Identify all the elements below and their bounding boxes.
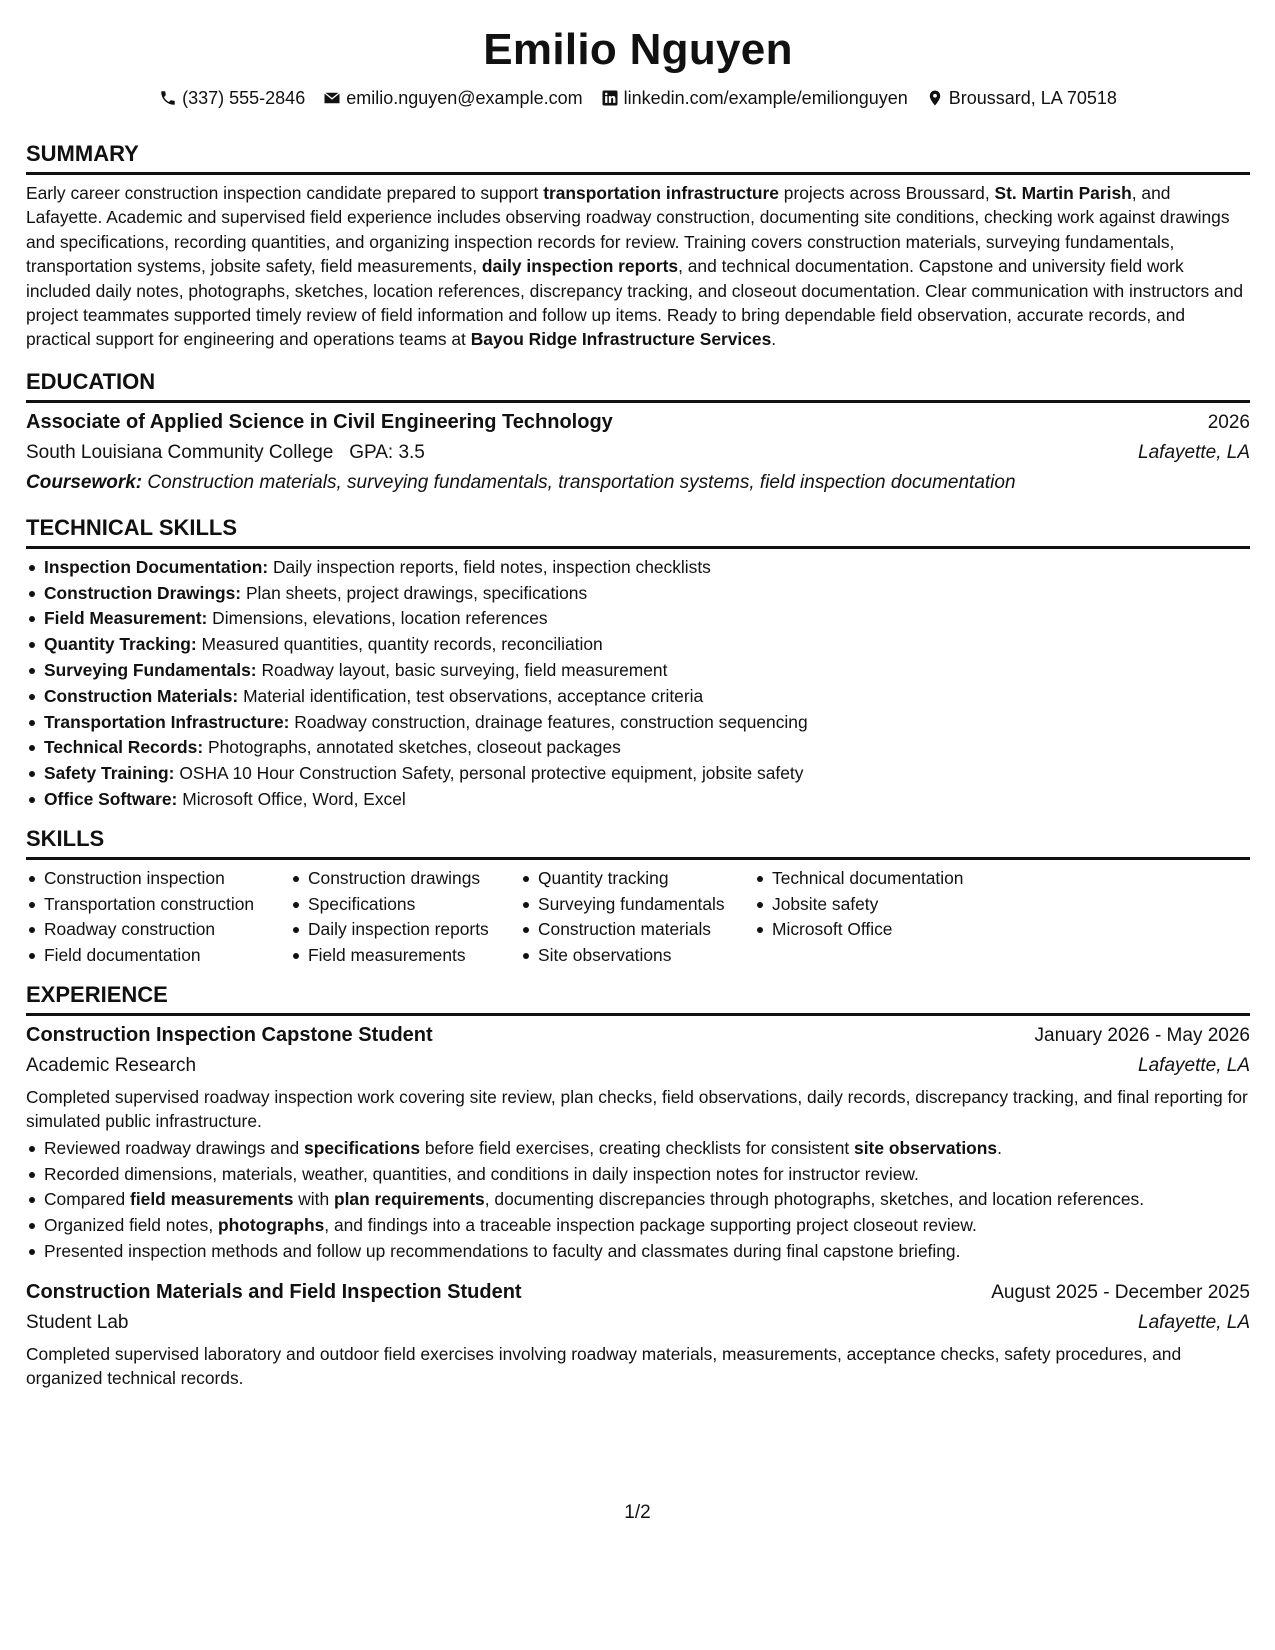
job-dates: January 2026 - May 2026 — [1034, 1025, 1250, 1046]
job-bullets — [26, 1136, 1250, 1265]
text-run: , and findings into a traceable inspection package supporting project closeout review. — [324, 1215, 977, 1236]
skills-column — [754, 866, 1014, 969]
technical-skill-label: Surveying Fundamentals: — [44, 660, 257, 681]
skills-column — [290, 866, 520, 969]
summary-paragraph — [26, 181, 1250, 352]
education-heading: EDUCATION — [26, 368, 1250, 403]
job-bullet — [26, 1213, 1250, 1239]
skills-section — [26, 825, 1250, 969]
job-entry — [26, 1020, 1250, 1265]
summary-section — [26, 140, 1250, 352]
job-dates: August 2025 - December 2025 — [991, 1281, 1250, 1303]
skills-column — [26, 866, 290, 969]
summary-heading: SUMMARY — [26, 140, 1250, 175]
technical-skill-text: Plan sheets, project drawings, specifications — [245, 582, 588, 603]
text-run: Recorded dimensions, materials, weather, quantities, and conditions in daily inspection notes for instructor review. — [44, 1163, 919, 1184]
location-text: Broussard, LA 70518 — [948, 88, 1117, 108]
job-title: Construction Materials and Field Inspection Student — [26, 1280, 522, 1303]
technical-skill-label: Construction Drawings: — [44, 582, 242, 603]
skill-item: Construction inspection — [26, 866, 290, 892]
bold-text: specifications — [304, 1137, 421, 1158]
contact-email[interactable] — [323, 86, 582, 110]
technical-skill-label: Field Measurement: — [44, 608, 208, 629]
bold-text: plan requirements — [333, 1189, 485, 1210]
technical-skill-text: Dimensions, elevations, location references — [212, 608, 548, 629]
phone-text: (337) 555-2846 — [182, 88, 306, 108]
technical-skill-label: Construction Materials: — [44, 685, 239, 706]
bold-text: photographs — [218, 1215, 325, 1236]
text-run: Presented inspection methods and follow up recommendations to faculty and classmates during final capstone briefing. — [44, 1241, 961, 1261]
skill-item: Daily inspection reports — [290, 917, 520, 943]
contact-phone[interactable] — [159, 86, 305, 110]
job-org-row — [26, 1051, 1250, 1081]
job-description: Completed supervised laboratory and outdoor field exercises involving roadway materials, measurements, acceptance checks, safety procedures, and organized technical records. — [26, 1343, 1182, 1389]
bold-text: field measurements — [130, 1189, 294, 1210]
text-run: , documenting discrepancies through photographs, sketches, and location references. — [484, 1189, 1145, 1210]
job-location: Lafayette, LA — [1138, 1055, 1250, 1076]
experience-section — [26, 981, 1250, 1391]
skill-item: Surveying fundamentals — [520, 892, 754, 918]
text-run: . — [771, 329, 777, 350]
envelope-icon — [323, 89, 341, 107]
job-header-row — [26, 1020, 1250, 1051]
technical-skill-text: Photographs, annotated sketches, closeout packages — [207, 737, 621, 758]
text-run: , and technical documentation. Capstone and university field work included daily notes, photographs, sketches, location references, discrepancy tracking, and closeout documentation. Clear communication with instructors and project teammates supported timely review of field information and follow up items. Ready to bring dependable field observation, accurate records, and practical support for engineering and operations teams at — [26, 256, 1244, 350]
school-line — [26, 438, 425, 468]
skill-item: Site observations — [520, 943, 754, 969]
skill-item: Quantity tracking — [520, 866, 754, 892]
experience-heading: EXPERIENCE — [26, 981, 1250, 1016]
skill-item: Construction materials — [520, 917, 754, 943]
technical-skill-item — [26, 632, 1250, 658]
technical-skill-item — [26, 555, 1250, 581]
phone-icon — [159, 89, 177, 107]
technical-skills-heading: TECHNICAL SKILLS — [26, 514, 1250, 549]
coursework-label: Coursework: — [26, 471, 143, 493]
job-entry — [26, 1277, 1250, 1391]
skills-heading: SKILLS — [26, 825, 1250, 860]
technical-skill-item — [26, 581, 1250, 607]
text-run: Organized field notes, — [44, 1215, 219, 1236]
text-run: , and Lafayette. Academic and supervised field experience includes observing roadway construction, documenting site conditions, checking work against drawings and specifications, recording quantities, and organizing inspection records for review. Training covers construction materials, surveying fundamentals, transportation systems, jobsite safety, field measurements, — [26, 183, 1230, 277]
experience-list — [26, 1020, 1250, 1391]
school-location: Lafayette, LA — [1138, 441, 1250, 463]
skill-item: Construction drawings — [290, 866, 520, 892]
skill-item: Field documentation — [26, 943, 290, 969]
page-number: 1/2 — [624, 1502, 651, 1523]
bold-text: transportation infrastructure — [543, 183, 779, 203]
contact-bar — [26, 86, 1250, 110]
job-org-row — [26, 1308, 1250, 1338]
technical-skill-text: Measured quantities, quantity records, reconciliation — [201, 634, 603, 655]
candidate-name: Emilio Nguyen — [483, 25, 793, 74]
technical-skill-text: Roadway layout, basic surveying, field measurement — [261, 660, 668, 681]
technical-skill-item — [26, 710, 1250, 736]
school-name: South Louisiana Community College — [26, 441, 334, 463]
bold-text: daily inspection reports — [481, 256, 679, 277]
resume-page — [26, 0, 1250, 1391]
technical-skill-label: Technical Records: — [44, 737, 204, 758]
technical-skill-label: Office Software: — [44, 789, 178, 810]
technical-skill-text: OSHA 10 Hour Construction Safety, personal protective equipment, jobsite safety — [179, 763, 804, 784]
skill-item: Specifications — [290, 892, 520, 918]
text-run: with — [293, 1189, 334, 1210]
technical-skill-label: Transportation Infrastructure: — [44, 711, 290, 732]
text-run: Early career construction inspection candidate prepared to support — [26, 183, 544, 203]
education-row — [26, 407, 1250, 438]
technical-skills-list — [26, 555, 1250, 813]
coursework-line — [26, 468, 1250, 498]
contact-location — [926, 86, 1117, 110]
bold-text: Bayou Ridge Infrastructure Services — [470, 329, 772, 350]
job-organization: Academic Research — [26, 1055, 197, 1076]
job-bullet — [26, 1239, 1250, 1265]
linkedin-icon — [601, 89, 619, 107]
gpa: GPA: 3.5 — [349, 441, 425, 463]
email-text: emilio.nguyen@example.com — [346, 88, 583, 108]
technical-skill-label: Inspection Documentation: — [44, 556, 269, 577]
job-bullet — [26, 1136, 1250, 1162]
technical-skill-text: Roadway construction, drainage features, construction sequencing — [294, 711, 808, 732]
linkedin-text: linkedin.com/example/emilionguyen — [623, 88, 908, 108]
technical-skill-item — [26, 787, 1250, 813]
job-title: Construction Inspection Capstone Student — [26, 1024, 433, 1046]
graduation-year: 2026 — [1207, 411, 1250, 433]
job-bullet — [26, 1162, 1250, 1188]
job-bullet — [26, 1187, 1250, 1213]
technical-skill-item — [26, 684, 1250, 710]
contact-linkedin[interactable] — [601, 86, 908, 110]
technical-skill-label: Quantity Tracking: — [44, 634, 197, 655]
coursework-text: Construction materials, surveying fundamentals, transportation systems, field inspection documentation — [147, 471, 1016, 493]
technical-skill-text: Microsoft Office, Word, Excel — [182, 789, 406, 810]
bold-text: St. Martin Parish — [994, 183, 1132, 203]
map-pin-icon — [926, 89, 944, 107]
technical-skill-item — [26, 761, 1250, 787]
job-description: Completed supervised roadway inspection work covering site review, plan checks, field observations, daily records, discrepancy tracking, and final reporting for simulated public infrastructure. — [26, 1087, 1248, 1132]
skill-item: Transportation construction — [26, 892, 290, 918]
skill-item: Microsoft Office — [754, 917, 1014, 943]
text-run: projects across Broussard, — [778, 183, 995, 203]
job-header-row — [26, 1277, 1250, 1308]
skill-item: Jobsite safety — [754, 892, 1014, 918]
job-location: Lafayette, LA — [1138, 1311, 1250, 1333]
technical-skill-item — [26, 735, 1250, 761]
text-run: Reviewed roadway drawings and — [44, 1137, 305, 1158]
education-section — [26, 368, 1250, 498]
bold-text: site observations — [854, 1137, 998, 1158]
job-organization: Student Lab — [26, 1311, 129, 1333]
text-run: before field exercises, creating checklists for consistent — [420, 1137, 855, 1158]
technical-skill-item — [26, 658, 1250, 684]
technical-skill-text: Material identification, test observations, acceptance criteria — [243, 685, 704, 706]
school-row — [26, 438, 1250, 468]
technical-skill-item — [26, 606, 1250, 632]
text-run: Compared — [44, 1189, 131, 1210]
technical-skill-text: Daily inspection reports, field notes, inspection checklists — [273, 556, 711, 577]
skills-column — [520, 866, 754, 969]
technical-skill-label: Safety Training: — [44, 763, 175, 784]
technical-skills-section — [26, 514, 1250, 813]
degree-title: Associate of Applied Science in Civil Engineering Technology — [26, 410, 613, 433]
skill-item: Roadway construction — [26, 917, 290, 943]
skill-item: Technical documentation — [754, 866, 1014, 892]
skill-item: Field measurements — [290, 943, 520, 969]
text-run: . — [997, 1137, 1002, 1158]
skills-grid — [26, 866, 1250, 969]
